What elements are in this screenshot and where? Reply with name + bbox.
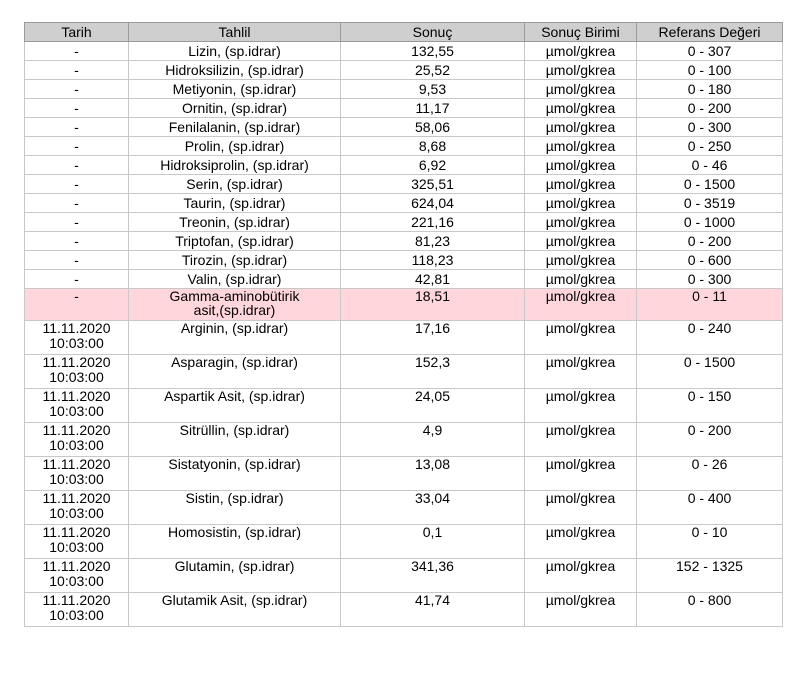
cell-test: Tirozin, (sp.idrar) — [129, 251, 341, 270]
cell-test: Lizin, (sp.idrar) — [129, 42, 341, 61]
cell-reference: 0 - 800 — [637, 593, 783, 627]
cell-test: Hidroksilizin, (sp.idrar) — [129, 61, 341, 80]
cell-test: Valin, (sp.idrar) — [129, 270, 341, 289]
cell-date: - — [25, 137, 129, 156]
cell-unit: µmol/gkrea — [525, 137, 637, 156]
cell-result: 118,23 — [341, 251, 525, 270]
table-row — [25, 213, 783, 232]
cell-date: - — [25, 42, 129, 61]
cell-date: - — [25, 156, 129, 175]
lab-results-table — [24, 22, 783, 627]
table-row — [25, 42, 783, 61]
cell-date-day: 11.11.2020 — [42, 388, 111, 404]
cell-result: 41,74 — [341, 593, 525, 627]
header-result: Sonuç — [341, 23, 525, 42]
cell-unit: µmol/gkrea — [525, 559, 637, 593]
cell-test: Sistatyonin, (sp.idrar) — [129, 457, 341, 491]
cell-unit: µmol/gkrea — [525, 42, 637, 61]
cell-date: - — [25, 99, 129, 118]
header-unit: Sonuç Birimi — [525, 23, 637, 42]
cell-unit: µmol/gkrea — [525, 232, 637, 251]
cell-unit: µmol/gkrea — [525, 491, 637, 525]
table-row — [25, 156, 783, 175]
cell-test — [129, 289, 341, 321]
cell-date: - — [25, 232, 129, 251]
table-row — [25, 137, 783, 156]
cell-reference: 0 - 11 — [637, 289, 783, 321]
cell-reference: 0 - 300 — [637, 118, 783, 137]
cell-test: Serin, (sp.idrar) — [129, 175, 341, 194]
table-row — [25, 423, 783, 457]
cell-test: Sistin, (sp.idrar) — [129, 491, 341, 525]
cell-test: Aspartik Asit, (sp.idrar) — [129, 389, 341, 423]
cell-unit: µmol/gkrea — [525, 213, 637, 232]
cell-date-time: 10:03:00 — [49, 539, 104, 555]
cell-unit: µmol/gkrea — [525, 156, 637, 175]
cell-result: 624,04 — [341, 194, 525, 213]
cell-date-time: 10:03:00 — [49, 403, 104, 419]
cell-date — [25, 389, 129, 423]
cell-date — [25, 321, 129, 355]
cell-date-time: 10:03:00 — [49, 335, 104, 351]
table-row — [25, 457, 783, 491]
cell-result: 81,23 — [341, 232, 525, 251]
cell-unit: µmol/gkrea — [525, 194, 637, 213]
header-reference: Referans Değeri — [637, 23, 783, 42]
cell-result: 17,16 — [341, 321, 525, 355]
cell-result: 152,3 — [341, 355, 525, 389]
cell-date — [25, 559, 129, 593]
cell-reference: 0 - 307 — [637, 42, 783, 61]
cell-date: - — [25, 175, 129, 194]
table-row — [25, 270, 783, 289]
cell-reference: 0 - 400 — [637, 491, 783, 525]
cell-result: 11,17 — [341, 99, 525, 118]
header-date: Tarih — [25, 23, 129, 42]
cell-result: 0,1 — [341, 525, 525, 559]
cell-date — [25, 457, 129, 491]
cell-reference: 0 - 46 — [637, 156, 783, 175]
table-row — [25, 80, 783, 99]
cell-test: Asparagin, (sp.idrar) — [129, 355, 341, 389]
cell-reference: 0 - 1000 — [637, 213, 783, 232]
cell-unit: µmol/gkrea — [525, 99, 637, 118]
cell-date: - — [25, 251, 129, 270]
cell-unit: µmol/gkrea — [525, 270, 637, 289]
cell-date-day: 11.11.2020 — [42, 354, 111, 370]
cell-result: 132,55 — [341, 42, 525, 61]
cell-reference: 0 - 200 — [637, 232, 783, 251]
cell-reference: 0 - 150 — [637, 389, 783, 423]
cell-result: 13,08 — [341, 457, 525, 491]
cell-reference: 0 - 26 — [637, 457, 783, 491]
cell-result: 325,51 — [341, 175, 525, 194]
cell-unit: µmol/gkrea — [525, 251, 637, 270]
cell-unit: µmol/gkrea — [525, 457, 637, 491]
cell-unit: µmol/gkrea — [525, 175, 637, 194]
table-row — [25, 118, 783, 137]
cell-date-time: 10:03:00 — [49, 437, 104, 453]
cell-result: 341,36 — [341, 559, 525, 593]
cell-unit: µmol/gkrea — [525, 118, 637, 137]
cell-test: Metiyonin, (sp.idrar) — [129, 80, 341, 99]
cell-result: 18,51 — [341, 289, 525, 321]
cell-test-line1: Gamma-aminobütirik — [169, 288, 300, 304]
cell-unit: µmol/gkrea — [525, 289, 637, 321]
cell-date: - — [25, 61, 129, 80]
table-row — [25, 175, 783, 194]
cell-reference: 0 - 240 — [637, 321, 783, 355]
table-row — [25, 61, 783, 80]
cell-test: Sitrüllin, (sp.idrar) — [129, 423, 341, 457]
cell-reference: 0 - 3519 — [637, 194, 783, 213]
cell-unit: µmol/gkrea — [525, 80, 637, 99]
table-body — [25, 42, 783, 627]
cell-date-day: 11.11.2020 — [42, 524, 111, 540]
table-row-highlighted — [25, 289, 783, 321]
cell-test: Arginin, (sp.idrar) — [129, 321, 341, 355]
cell-unit: µmol/gkrea — [525, 355, 637, 389]
table-row — [25, 321, 783, 355]
cell-test: Ornitin, (sp.idrar) — [129, 99, 341, 118]
cell-date — [25, 423, 129, 457]
cell-reference: 0 - 250 — [637, 137, 783, 156]
cell-date-time: 10:03:00 — [49, 573, 104, 589]
cell-reference: 0 - 200 — [637, 99, 783, 118]
table-row — [25, 389, 783, 423]
table-row — [25, 99, 783, 118]
cell-date — [25, 491, 129, 525]
header-row — [25, 23, 783, 42]
table-row — [25, 251, 783, 270]
cell-unit: µmol/gkrea — [525, 423, 637, 457]
cell-date: - — [25, 270, 129, 289]
cell-date-time: 10:03:00 — [49, 369, 104, 385]
cell-date: - — [25, 213, 129, 232]
cell-date-day: 11.11.2020 — [42, 490, 111, 506]
cell-unit: µmol/gkrea — [525, 593, 637, 627]
cell-date: - — [25, 118, 129, 137]
cell-result: 58,06 — [341, 118, 525, 137]
cell-date: - — [25, 80, 129, 99]
cell-date — [25, 593, 129, 627]
cell-reference: 0 - 1500 — [637, 355, 783, 389]
cell-date: - — [25, 194, 129, 213]
cell-date-day: 11.11.2020 — [42, 592, 111, 608]
table-header — [25, 23, 783, 42]
cell-unit: µmol/gkrea — [525, 525, 637, 559]
cell-date-time: 10:03:00 — [49, 505, 104, 521]
cell-reference: 0 - 600 — [637, 251, 783, 270]
cell-unit: µmol/gkrea — [525, 389, 637, 423]
cell-reference: 0 - 1500 — [637, 175, 783, 194]
cell-result: 8,68 — [341, 137, 525, 156]
cell-date — [25, 525, 129, 559]
cell-result: 9,53 — [341, 80, 525, 99]
cell-date-day: 11.11.2020 — [42, 320, 111, 336]
cell-test: Taurin, (sp.idrar) — [129, 194, 341, 213]
cell-result: 33,04 — [341, 491, 525, 525]
cell-reference: 0 - 200 — [637, 423, 783, 457]
cell-date — [25, 355, 129, 389]
cell-unit: µmol/gkrea — [525, 321, 637, 355]
table-row — [25, 194, 783, 213]
cell-test: Homosistin, (sp.idrar) — [129, 525, 341, 559]
cell-result: 42,81 — [341, 270, 525, 289]
cell-reference: 0 - 100 — [637, 61, 783, 80]
cell-test: Fenilalanin, (sp.idrar) — [129, 118, 341, 137]
header-test: Tahlil — [129, 23, 341, 42]
table-row — [25, 559, 783, 593]
table-row — [25, 593, 783, 627]
cell-test: Treonin, (sp.idrar) — [129, 213, 341, 232]
cell-reference: 152 - 1325 — [637, 559, 783, 593]
cell-date-time: 10:03:00 — [49, 471, 104, 487]
cell-test: Glutamin, (sp.idrar) — [129, 559, 341, 593]
cell-test: Glutamik Asit, (sp.idrar) — [129, 593, 341, 627]
cell-date-day: 11.11.2020 — [42, 456, 111, 472]
cell-reference: 0 - 180 — [637, 80, 783, 99]
table-row — [25, 355, 783, 389]
table-row — [25, 491, 783, 525]
table-row — [25, 525, 783, 559]
cell-test: Triptofan, (sp.idrar) — [129, 232, 341, 251]
cell-reference: 0 - 10 — [637, 525, 783, 559]
cell-result: 6,92 — [341, 156, 525, 175]
cell-result: 221,16 — [341, 213, 525, 232]
cell-result: 24,05 — [341, 389, 525, 423]
cell-date: - — [25, 289, 129, 321]
cell-test-line2: asit,(sp.idrar) — [193, 302, 276, 318]
cell-test: Prolin, (sp.idrar) — [129, 137, 341, 156]
cell-reference: 0 - 300 — [637, 270, 783, 289]
cell-result: 4,9 — [341, 423, 525, 457]
cell-result: 25,52 — [341, 61, 525, 80]
cell-unit: µmol/gkrea — [525, 61, 637, 80]
cell-date-time: 10:03:00 — [49, 607, 104, 623]
cell-date-day: 11.11.2020 — [42, 422, 111, 438]
table-row — [25, 232, 783, 251]
cell-date-day: 11.11.2020 — [42, 558, 111, 574]
cell-test: Hidroksiprolin, (sp.idrar) — [129, 156, 341, 175]
